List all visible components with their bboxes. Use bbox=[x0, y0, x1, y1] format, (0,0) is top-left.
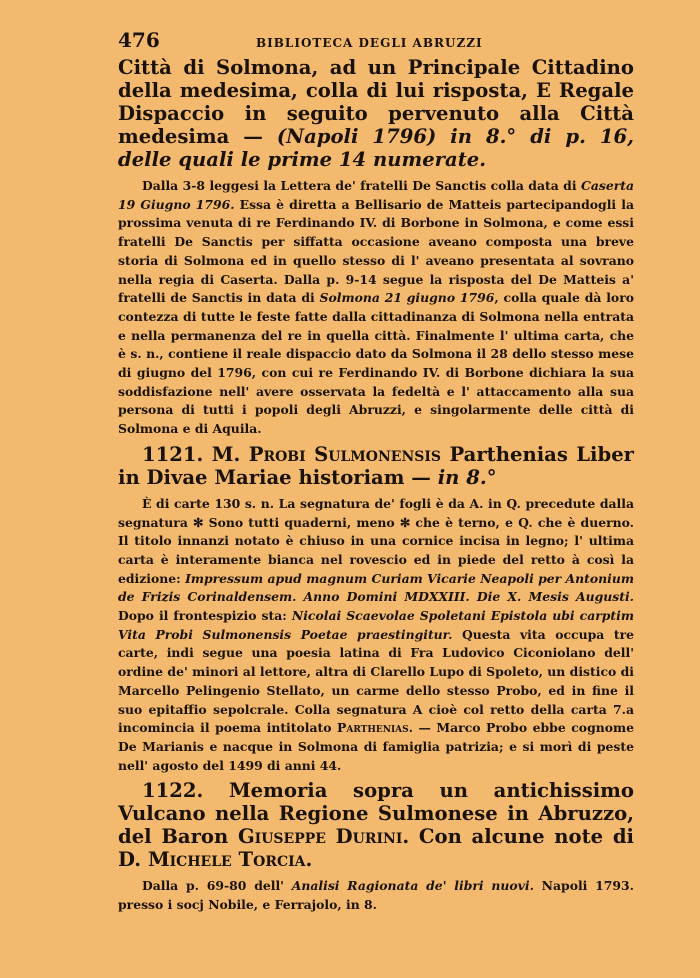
entry-1120-note-c: , colla quale dà loro contezza di tutte le feste fatte dalla cittadinanza di Solmona nella entrata e nella permanenza del re in quella città. Finalmente l' ultima carta, che è s. n., contiene il reale dispaccio dato da Solmona il 28 dello stesso mese di giugno del 1796, con cui re Ferdinando IV. di Borbone dichiara la sua soddisfazione nell' avere osservata la fedeltà e l' attaccamento alla sua persona di tutti i popoli degli Abruzzi, e singolarmente delle città di Solmona e di Aquila. bbox=[118, 290, 634, 437]
entry-1120-title-plain: Città di Solmona, ad un Principale Cittadino della medesima, colla di lui risposta, E Regale Dispaccio in seguito pervenuto alla Città medesima — bbox=[118, 56, 634, 148]
entry-1120-note-a: Dalla 3-8 leggesi la Lettera de' fratelli De Sanctis colla data di bbox=[142, 178, 581, 193]
entry-1121-title: Parthenias Liber in Divae Mariae historiam — bbox=[118, 442, 634, 489]
entry-1122-title-b: Con alcune note di D. bbox=[118, 825, 634, 872]
entry-1121-note-a-italic: Impressum apud magnum Curiam Vicarie Neapoli per Antonium de Frizis Corinaldensem. Anno Domini MDXXIII. Die X. Mesis Augusti. bbox=[118, 570, 634, 605]
entry-1120-note-a-italic: Caserta 19 Giugno 1796. bbox=[118, 178, 634, 212]
page-number: 476 bbox=[118, 28, 160, 52]
entry-1120-note-b-italic: Solmona 21 giugno 1796 bbox=[319, 290, 495, 306]
entry-1122-note bbox=[118, 877, 634, 914]
entry-1122-heading bbox=[118, 779, 634, 871]
entry-1121-note-b: Dopo il frontespizio sta: bbox=[118, 608, 292, 624]
entry-1121-author: M. Probi Sulmonensis bbox=[211, 442, 442, 466]
entry-1121-format: in 8.° bbox=[430, 465, 497, 489]
entry-1122-author: Giuseppe Durini. bbox=[237, 825, 410, 849]
entry-1120-note-b: Essa è diretta a Bellisario de Matteis partecipandogli la prossima venuta di re Ferdinando IV. di Borbone in Solmona, e come essi fratelli De Sanctis per siffatta occasione aveano composta una breve storia di Solmona ed in quello stesso di l' aveano presentata al sovrano nella regia di Caserta. Dalla p. 9-14 segue la risposta del De Matteis a' fratelli de Sanctis in data di bbox=[118, 196, 634, 306]
entry-1120-title bbox=[118, 56, 634, 171]
entry-1121-note-c-smallcaps: Parthenias. bbox=[337, 720, 413, 736]
entry-1121-note bbox=[118, 495, 634, 776]
entry-1121-note-c: Questa vita occupa tre carte, indi segue una poesia latina di Fra Ludovico Ciconiolano dell' ordine de' minori al lettore, altra di Clarello Lupo di Spoleto, un distico di Marcello Pelingenio Stellato, un carme dello stesso Probo, ed in fine il suo epitaffio sepolcrale. Colla segnatura A cioè col retto della carta 7.a incomincia il poema intitolato bbox=[118, 626, 635, 736]
entry-1122-note-a-italic: Analisi Ragionata de' libri nuovi. bbox=[291, 878, 534, 894]
entry-1122-annotator: Michele Torcia. bbox=[147, 848, 313, 872]
running-title: BIBLIOTECA DEGLI ABRUZZI bbox=[256, 36, 483, 50]
entry-1122-note-a: Dalla p. 69-80 dell' bbox=[142, 878, 292, 894]
page-header bbox=[118, 28, 634, 52]
entry-1120-title-italic: (Napoli 1796) in 8.° di p. 16, delle quali le prime 14 numerate. bbox=[118, 125, 634, 171]
entry-1121-heading bbox=[118, 443, 634, 489]
entry-1121-note-b-italic: Nicolai Scaevolae Spoletani Epistola ubi carptim Vita Probi Sulmonensis Poetae praestingitur. bbox=[118, 608, 634, 642]
entry-1121-number: 1121. bbox=[142, 442, 204, 466]
entry-1122-note-b: Napoli 1793. presso i socj Nobile, e Ferrajolo, in 8. bbox=[118, 878, 634, 913]
entry-1120-note bbox=[118, 177, 634, 439]
entry-1122-number: 1122. bbox=[142, 779, 204, 803]
entry-1121-note-a: È di carte 130 s. n. La segnatura de' fogli è da A. in Q. precedute dalla segnatura ✻ Sono tutti quaderni, meno ✻ che è terno, e Q. che è duerno. Il titolo innanzi notato è chiuso in una cornice incisa in legno; l' ultima carta è interamente bianca nel rovescio ed in piede del retto à così la edizione: bbox=[118, 495, 634, 586]
entry-1121-note-d: — Marco Probo ebbe cognome De Marianis e nacque in Solmona di famiglia patrizia; e si morì di peste nell' agosto del 1499 di anni 44. bbox=[118, 720, 635, 773]
entry-1122-title-a: Memoria sopra un antichissimo Vulcano nella Regione Sulmonese in Abruzzo, del Baron bbox=[118, 779, 634, 849]
